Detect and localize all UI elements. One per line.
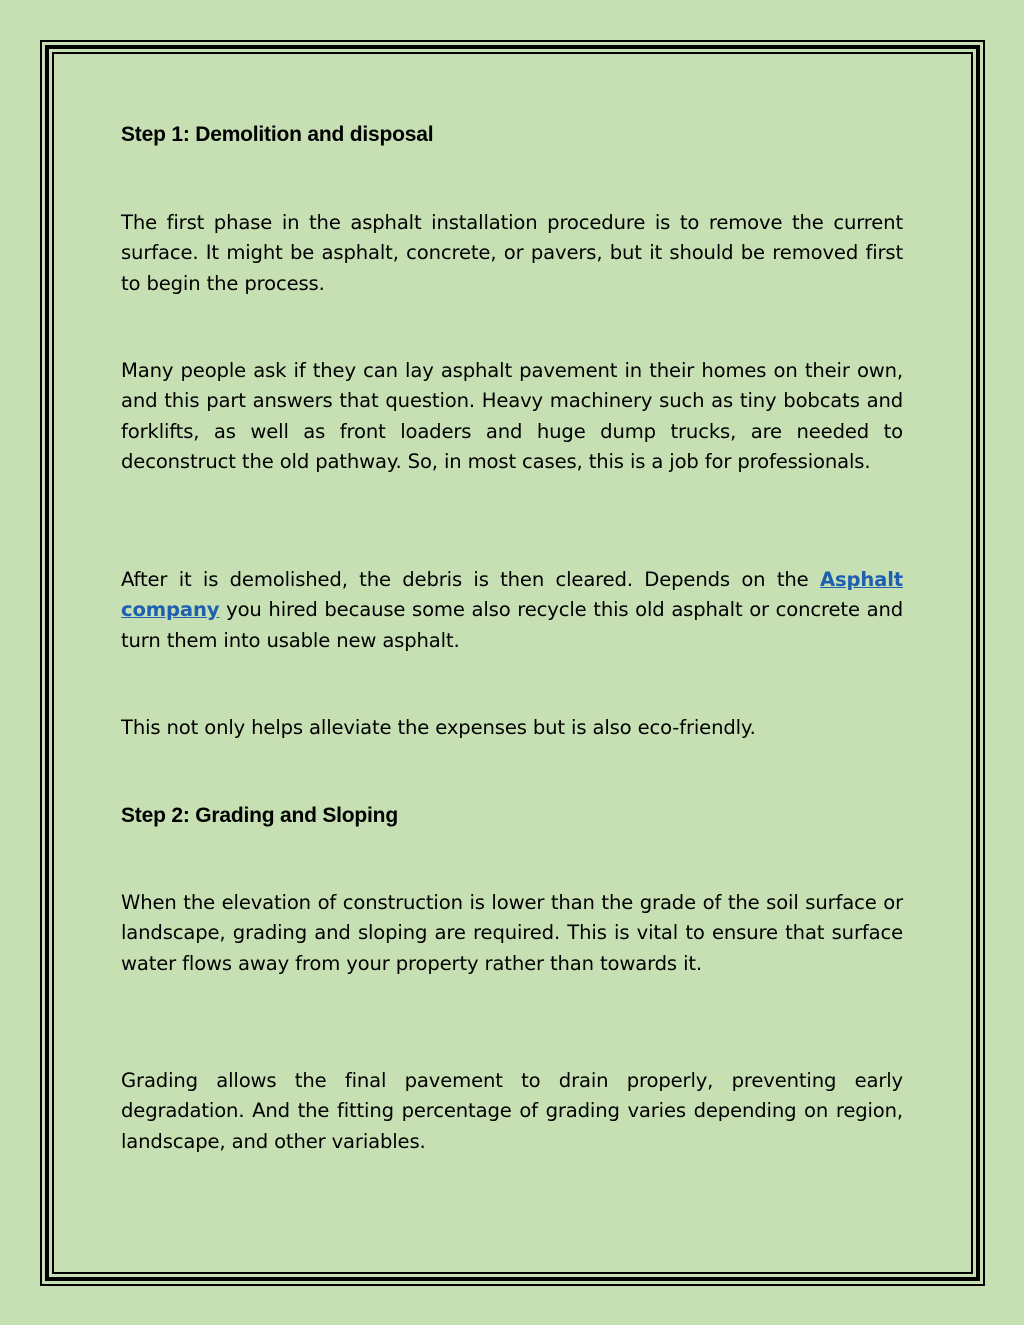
step1-paragraph-4: This not only helps alleviate the expenses but is also eco-friendly.: [121, 716, 756, 739]
paragraph-text: After it is demolished, the debris is then cleared. Depends on the: [121, 568, 820, 591]
step2-paragraph-2: Grading allows the final pavement to drain properly, preventing early degradation. And the fitting percentage of grading varies depending on region, landscape, and other variables.: [121, 1069, 903, 1153]
step1-paragraph-1: The first phase in the asphalt installation procedure is to remove the current surface. It might be asphalt, concrete, or pavers, but it should be removed first to begin the process.: [121, 211, 903, 295]
asphalt-company-link[interactable]: Asphalt company: [121, 568, 903, 622]
step2-heading: Step 2: Grading and Sloping: [121, 804, 398, 827]
step1-heading: Step 1: Demolition and disposal: [121, 123, 434, 146]
paragraph-text: you hired because some also recycle this old asphalt or concrete and turn them into usable new asphalt.: [121, 598, 903, 652]
step1-paragraph-2: Many people ask if they can lay asphalt pavement in their homes on their own, and this part answers that question. Heavy machinery such as tiny bobcats and forklifts, as well as front loaders and huge dump trucks, are needed to deconstruct the old pathway. So, in most cases, this is a job for professionals.: [121, 359, 903, 473]
step2-paragraph-1: When the elevation of construction is lower than the grade of the soil surface or landscape, grading and sloping are required. This is vital to ensure that surface water flows away from your property rather than towards it.: [121, 891, 903, 975]
step1-paragraph-3: [121, 565, 903, 656]
